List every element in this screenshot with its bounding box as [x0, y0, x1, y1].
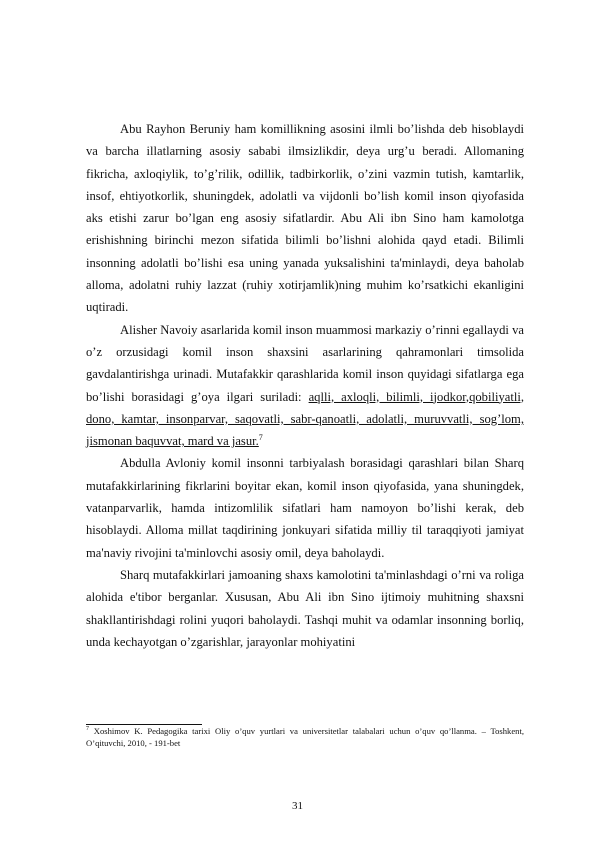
main-text [86, 118, 524, 653]
footnote [86, 726, 524, 749]
page-number: 31 [292, 800, 303, 812]
paragraph-navoiy [86, 319, 524, 453]
footnote-text: Xoshimov K. Pedagogika tarixi Oliy o’quv yurtlari va universitetlar talabalari uchun o’quv qo’llanma. – Toshkent, O’qituvchi, 2010, - 191-bet [86, 726, 524, 748]
navoiy-text: Alisher Navoiy asarlarida komil inson muammosi markaziy o’rinni egallaydi va o’z orzusidagi komil inson shaxsini asarlarining qahramonlari timsolida gavdalantirishga urinadi. Mutafakkir qarashlarida komil inson quyidagi sifatlarga ega bo’lishi borasidagi g’oya ilgari suriladi: [86, 322, 524, 404]
paragraph-sharq: Sharq mutafakkirlari jamoaning shaxs kamolotini ta'minlashdagi o’rni va roliga alohida e'tibor berganlar. Xususan, Abu Ali ibn Sino ijtimoiy muhitning shaxsni shakllantirishdagi rolini yuqori baholaydi. Tashqi muhit va odamlar insonning borliq, unda kechayotgan o’zgarishlar, jarayonlar mohiyatini [86, 567, 524, 649]
navoiy-qualities-underlined: aqlli, axloqli, bilimli, ijodkor,qobiliyatli, dono, kamtar, insonparvar, saqovatli, sabr-qanoatli, adolatli, muruvvatli, sog’lom, jismonan baquvvat, mard va jasur. [86, 389, 524, 449]
paragraph-beruniy: Abu Rayhon Beruniy ham komillikning asosini ilmli bo’lishda deb hisoblaydi va barcha illatlarning asosiy sababi ilmsizlikdir, deya urg’u beradi. Allomaning fikricha, axloqiylik, to’g’rilik, odillik, tadbirkorlik, o’zini vazmin tutish, kamtarlik, insof, ehtiyotkorlik, shuningdek, adolatli va vijdonli bo’lish komil inson qiyofasida aks etishi zarur bo’lgan eng asosiy sifatlardir. Abu Ali ibn Sino ham kamolotga erishishning birinchi mezon sifatida bilimli bo’lishni alohida qayd etadi. Bilimli insonning adolatli bo’lishi esa uning yanada yuksalishini ta'minlaydi, deya baholab alloma, adolatni ruhiy lazzat (ruhiy xotirjamlik)ning muhim ko’rsatkichi ekanligini uqtiradi. [86, 122, 524, 315]
footnote-separator [86, 724, 202, 725]
footnote-number: 7 [86, 726, 89, 733]
paragraph-avloniy: Abdulla Avloniy komil insonni tarbiyalash borasidagi qarashlari bilan Sharq mutafakkirlarining fikrlarini boyitar ekan, komil inson qiyofasida, yana shuningdek, vatanparvarlik, hamda intizomlilik sifatlari ham namoyon bo’lishi kerak, deb hisoblaydi. Alloma millat taqdirining jonkuyari sifatida milliy til taraqqiyoti jamiyat ma'naviy rivojini ta'minlovchi asosiy omil, deya baholaydi. [86, 456, 524, 560]
footnote-reference[interactable]: 7 [258, 432, 263, 442]
